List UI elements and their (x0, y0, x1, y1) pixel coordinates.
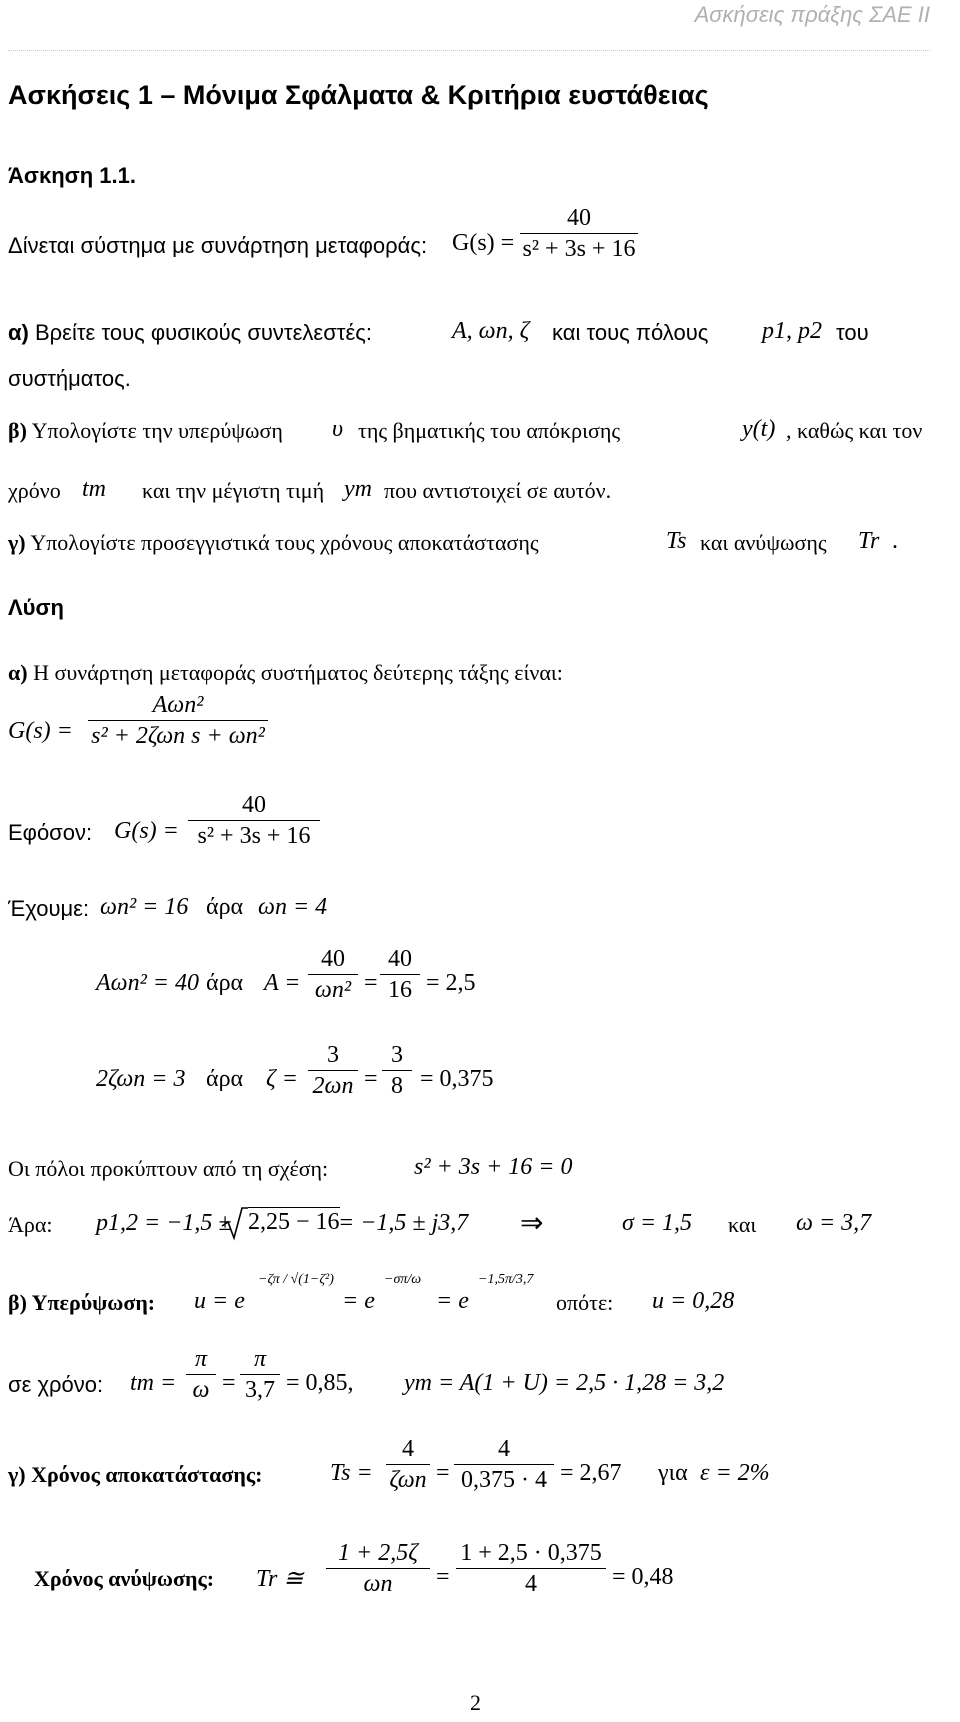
question-c-tr: Tr (858, 528, 880, 554)
tr-f1-numerator: 1 + 2,5ζ (338, 1540, 418, 1566)
a-fraction-2 (380, 944, 420, 1005)
ts-f1-numerator: 4 (402, 1436, 414, 1462)
ts-result: = 2,67 (560, 1460, 622, 1486)
tr-f2-numerator: 1 + 2,5 · 0,375 (460, 1540, 602, 1566)
question-b-label: β) (8, 418, 27, 443)
tr-f2-denominator: 4 (525, 1571, 537, 1597)
solution-a-label: α) (8, 660, 28, 685)
ts-f2-denominator: 0,375 · 4 (461, 1467, 547, 1493)
zeta-fraction-2 (382, 1040, 412, 1101)
ts-f1-denominator: ζωn (389, 1467, 427, 1493)
poles-lhs: p1,2 = −1,5 ± (96, 1210, 232, 1236)
sigma-eq: σ = 1,5 (622, 1210, 693, 1236)
question-b-tm: tm (82, 476, 106, 502)
ts-fraction-1 (386, 1434, 430, 1495)
a-f2-denominator: 16 (388, 977, 412, 1003)
overshoot-e3: = e (436, 1288, 469, 1314)
ts-fraction-2 (454, 1434, 554, 1495)
general-tf-lhs: G(s) = (8, 718, 73, 744)
ym-equation: ym = A(1 + U) = 2,5 · 1,28 = 3,2 (404, 1370, 725, 1396)
exercise-intro: Δίνεται σύστημα με συνάρτηση μεταφοράς: (8, 233, 428, 258)
question-c-mid: και ανύψωσης (700, 530, 827, 555)
a-eq1: Aωn² = 40 (96, 970, 199, 996)
overshoot-label: β) Υπερύψωση: (8, 1290, 156, 1315)
kai-word: και (728, 1212, 757, 1237)
tm-f1-numerator: π (194, 1346, 208, 1372)
poles-sqrt: 2,25 − 16 (248, 1209, 340, 1235)
question-b-text3: , καθώς και τον (786, 418, 923, 443)
ara-word: άρα (206, 894, 244, 920)
since-label: Εφόσον: (8, 820, 93, 845)
question-a (8, 320, 372, 346)
implies-arrow: ⇒ (520, 1208, 544, 1239)
have-label: Έχουμε: (8, 896, 90, 921)
zeta-result: = 0,375 (420, 1066, 494, 1092)
running-header: Ασκήσεις πράξης ΣΑΕ ΙΙ (694, 2, 930, 27)
omega-n-squared-eq: ωn² = 16 (100, 894, 189, 920)
tm-fraction-2 (240, 1344, 280, 1405)
overshoot-result: u = 0,28 (652, 1288, 735, 1314)
question-b-yt: y(t) (742, 416, 776, 442)
question-a-end: του (836, 320, 869, 345)
question-b-line2c: που αντιστοιχεί σε αυτόν. (384, 478, 612, 503)
equals: = (222, 1370, 236, 1396)
equals: = (364, 1066, 378, 1092)
since-lhs: G(s) = (114, 818, 179, 844)
general-tf-denominator: s² + 2ζωn s + ωn² (91, 723, 265, 749)
question-b-line2a: χρόνο (8, 478, 61, 503)
omega-eq: ω = 3,7 (796, 1210, 872, 1236)
ara-word: άρα (206, 1066, 244, 1092)
question-b-line2 (8, 478, 61, 504)
omega-n-eq: ωn = 4 (258, 894, 328, 920)
question-c (8, 530, 539, 556)
tr-result: = 0,48 (612, 1564, 674, 1590)
question-c-text: Υπολογίστε προσεγγιστικά τους χρόνους αποκατάστασης (30, 530, 539, 555)
question-b (8, 418, 283, 444)
tm-fraction-1 (186, 1344, 216, 1405)
tr-fraction-1 (326, 1538, 430, 1599)
zeta-f2-denominator: 8 (391, 1073, 403, 1099)
question-a-mid: και τους πόλους (552, 320, 709, 345)
zeta-eq2: ζ = (266, 1066, 298, 1092)
since-denominator: s² + 3s + 16 (197, 823, 311, 849)
exercise-heading: Άσκηση 1.1. (8, 163, 136, 188)
tf-lhs: G(s) = (452, 230, 515, 256)
question-b-text2: της βηματικής του απόκρισης (358, 418, 621, 443)
overshoot-exp2: −σπ/ω (384, 1272, 422, 1287)
question-a-poles: p1, p2 (762, 318, 822, 344)
page-number: 2 (470, 1690, 481, 1715)
a-f2-numerator: 40 (388, 946, 412, 972)
tm-f2-numerator: π (253, 1346, 267, 1372)
tf-fraction (520, 203, 638, 264)
ts-f2-numerator: 4 (498, 1436, 510, 1462)
question-b-text: Υπολογίστε την υπερύψωση (31, 418, 283, 443)
general-tf-numerator: Aωn² (152, 692, 204, 718)
overshoot-then: οπότε: (556, 1290, 614, 1315)
tr-lhs: Tr ≅ (256, 1566, 304, 1592)
solution-a (8, 660, 563, 686)
question-c-end: . (892, 528, 898, 554)
page-title: Ασκήσεις 1 – Μόνιμα Σφάλματα & Κριτήρια ευστάθειας (8, 80, 709, 110)
general-tf-fraction (88, 690, 268, 751)
solution-heading: Λύση (8, 595, 64, 620)
time-label: σε χρόνο: (8, 1372, 104, 1397)
zeta-fraction-1 (308, 1040, 358, 1101)
question-b-ym: ym (344, 476, 372, 502)
poles-text: Οι πόλοι προκύπτουν από τη σχέση: (8, 1156, 329, 1181)
poles-equation: s² + 3s + 16 = 0 (414, 1154, 573, 1180)
header-rule (8, 50, 930, 51)
zeta-f1-denominator: 2ωn (312, 1073, 354, 1099)
a-fraction-1 (308, 944, 358, 1005)
question-a-label: α) (8, 320, 29, 345)
tm-lhs: tm = (130, 1370, 177, 1396)
equals: = (364, 970, 378, 996)
poles-rhs: = −1,5 ± j3,7 (338, 1210, 469, 1236)
question-a-cont: συστήματος. (8, 366, 131, 391)
since-fraction (188, 790, 320, 851)
question-a-text: Βρείτε τους φυσικούς συντελεστές: (34, 320, 373, 345)
zeta-eq1: 2ζωn = 3 (96, 1066, 186, 1092)
question-c-ts: Ts (666, 528, 687, 554)
zeta-f2-numerator: 3 (391, 1042, 403, 1068)
since-numerator: 40 (242, 792, 266, 818)
a-eq2: A = (264, 970, 301, 996)
tm-f1-denominator: ω (192, 1377, 210, 1403)
overshoot-e2: = e (342, 1288, 375, 1314)
rise-label: Χρόνος ανύψωσης: (34, 1566, 215, 1591)
sqrt-sign (222, 1206, 248, 1240)
overshoot-exp3: −1,5π/3,7 (478, 1272, 534, 1287)
ts-lhs: Ts = (330, 1460, 373, 1486)
settling-label: γ) Χρόνος αποκατάστασης: (8, 1462, 263, 1487)
epsilon-eq: ε = 2% (700, 1460, 770, 1486)
tr-f1-denominator: ωn (363, 1571, 393, 1597)
a-f1-numerator: 40 (321, 946, 345, 972)
equals: = (436, 1564, 450, 1590)
a-f1-denominator: ωn² (314, 977, 352, 1003)
ara-word: άρα (206, 970, 244, 996)
equals: = (436, 1460, 450, 1486)
tm-result: = 0,85, (286, 1370, 354, 1396)
tm-f2-denominator: 3,7 (245, 1377, 275, 1403)
a-result: = 2,5 (426, 970, 476, 996)
zeta-f1-numerator: 3 (327, 1042, 339, 1068)
tf-denominator: s² + 3s + 16 (522, 236, 636, 262)
tr-fraction-2 (456, 1538, 606, 1599)
solution-a-text: Η συνάρτηση μεταφοράς συστήματος δεύτερης τάξης είναι: (33, 660, 563, 685)
ara2-label: Άρα: (8, 1212, 53, 1237)
question-b-line2b: και την μέγιστη τιμή (142, 478, 325, 503)
tf-numerator: 40 (567, 205, 591, 231)
overshoot-u: u = e (194, 1288, 245, 1314)
question-a-symbols: A, ωn, ζ (452, 318, 530, 344)
gia-word: για (658, 1460, 688, 1486)
question-c-label: γ) (8, 530, 26, 555)
question-b-upsilon: υ (332, 416, 344, 442)
overshoot-exp1: −ζπ / √(1−ζ²) (258, 1272, 334, 1287)
